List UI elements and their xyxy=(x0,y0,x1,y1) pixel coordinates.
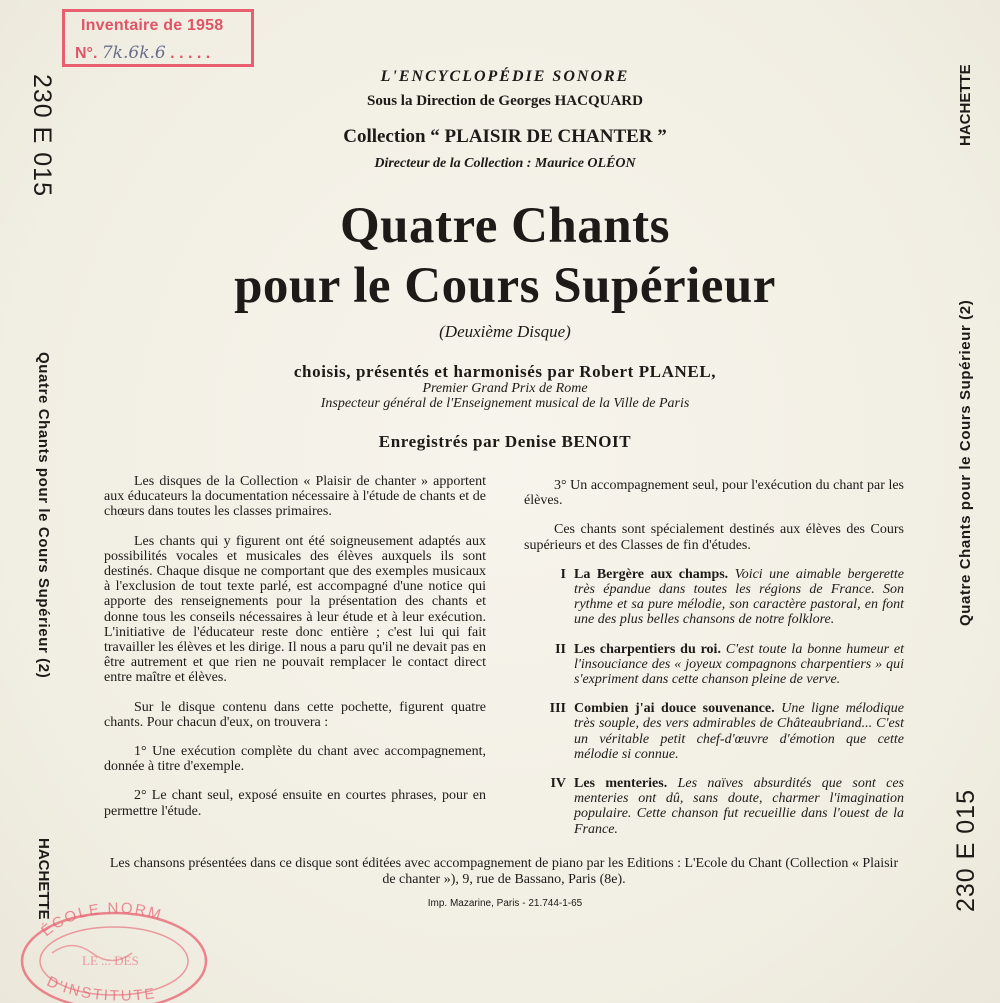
inventory-stamp xyxy=(62,9,254,67)
encyclopedia-name: L'ENCYCLOPÉDIE SONORE xyxy=(380,68,630,85)
paragraph: 2° Le chant seul, exposé ensuite en courtes phrases, pour en permettre l'étude. xyxy=(104,788,486,819)
song-description: C'est toute la bonne humeur et l'insouciance des « joyeux compagnons charpentiers » qui s'expriment dans cette chanson pleine de verve. xyxy=(574,641,905,688)
left-spine-publisher: HACHETTE xyxy=(35,838,52,920)
seal-text-middle: LE ... DES xyxy=(82,953,139,968)
stamp-handwritten-number: 7k.6k.6 xyxy=(101,43,166,63)
paragraph: Les disques de la Collection « Plaisir de chanter » apportent aux éducateurs la documentation nécessaire à l'étude de chants et de chœurs dans toutes les classes primaires. xyxy=(104,474,486,520)
song-description: Les naïves absurdités que sont ces menteries ont dû, sans doute, charmer l'imagination populaire. Cette chanson fut recueillie dans l'ouest de la France. xyxy=(574,776,904,837)
paragraph: Les chants qui y figurent ont été soigneusement adaptés aux possibilités vocales et musicales des élèves auxquels ils sont destinés. Chaque disque ne comportant que des exemples musicaux à l'exclusion de tout texte parlé, est accompagné d'une notice qui apporte des renseignements pour la présentation des chants et donne tous les conseils nécessaires à leur étude et à leur exécution. L'initiative de l'éducateur reste donc entière ; c'est lui qui fait travailler les élèves et les dirige. Il nous a paru qu'il ne devait pas en être autrement et que rien ne pouvait remplacer le contact direct entre maître et élèves. xyxy=(104,533,486,686)
song-item xyxy=(524,701,904,762)
arranger-prize: Premier Grand Prix de Rome xyxy=(422,381,588,396)
school-seal-stamp xyxy=(12,893,212,1003)
song-title: La Bergère aux champs. xyxy=(574,566,729,582)
stamp-number-prefix: N°. xyxy=(75,45,98,62)
paragraph: Sur le disque contenu dans cette pochette, figurent quatre chants. Pour chacun d'eux, on trouvera : xyxy=(104,699,486,730)
main-title-line2: pour le Cours Supérieur xyxy=(234,258,776,314)
left-spine-code: 230 E 015 xyxy=(28,74,56,197)
song-title: Combien j'ai douce souvenance. xyxy=(574,701,775,717)
song-title: Les menteries. xyxy=(574,776,668,792)
svg-text:ÉCOLE NORM xyxy=(38,900,165,940)
left-text-column xyxy=(104,474,486,833)
song-item xyxy=(524,642,904,688)
recording-credit: Enregistrés par Denise BENOIT xyxy=(378,432,632,451)
song-description: Voici une aimable bergerette très épandue dans toutes les régions de France. Son rythme et sa pure mélodie, son caractère pastoral, en font une des plus belles chansons de notre folklore. xyxy=(574,566,904,628)
seal-text-bottom: D'INSTITUTE xyxy=(44,973,158,1003)
right-text-column xyxy=(524,478,904,851)
paragraph: 3° Un accompagnement seul, pour l'exécution du chant par les élèves. xyxy=(524,478,904,509)
song-description: Une ligne mélodique très souple, des vers admirables de Châteaubriand... C'est un véritable petit chef-d'œuvre d'émotion que cette mélodie si connue. xyxy=(574,701,905,762)
left-spine-title: Quatre Chants pour le Cours Supérieur (2) xyxy=(35,352,52,679)
song-item xyxy=(524,776,904,837)
paragraph: 1° Une exécution complète du chant avec accompagnement, donnée à titre d'exemple. xyxy=(104,744,486,775)
arranger-title: Inspecteur général de l'Enseignement musical de la Ville de Paris xyxy=(320,396,690,411)
paragraph: Ces chants sont spécialement destinés aux élèves des Cours supérieurs et des Classes de fin d'études. xyxy=(524,522,904,553)
song-number: II xyxy=(555,641,566,657)
song-number: I xyxy=(560,566,566,582)
song-number: IV xyxy=(550,776,566,792)
svg-text:D'INSTITUTE xyxy=(44,973,157,1003)
song-title: Les charpentiers du roi. xyxy=(574,641,721,657)
stamp-dots: . . . . . xyxy=(170,45,211,62)
main-title-line1: Quatre Chants xyxy=(339,198,670,254)
stamp-line1: Inventaire de 1958 xyxy=(81,17,224,34)
printer-imprint: Imp. Mazarine, Paris - 21.744-1-65 xyxy=(427,898,583,909)
seal-text-top: ÉCOLE NORM xyxy=(38,899,165,940)
song-number: III xyxy=(549,701,566,717)
stamp-line2 xyxy=(75,43,210,63)
collection-name: Collection “ PLAISIR DE CHANTER ” xyxy=(343,126,667,147)
arranger-line: choisis, présentés et harmonisés par Robert PLANEL, xyxy=(293,362,717,381)
disc-subtitle: (Deuxième Disque) xyxy=(439,322,571,341)
publisher-note: Les chansons présentées dans ce disque sont éditées avec accompagnement de piano par les Editions : L'Ecole du Chant (Collection « Plaisir de chanter »), 9, rue de Bassano, Paris (8e). xyxy=(109,856,899,887)
direction-line: Sous la Direction de Georges HACQUARD xyxy=(367,93,643,109)
right-spine-code: 230 E 015 xyxy=(952,789,980,912)
song-item xyxy=(524,567,904,628)
right-spine-title: Quatre Chants pour le Cours Supérieur (2) xyxy=(957,299,974,626)
collection-director: Directeur de la Collection : Maurice OLÉON xyxy=(374,156,636,171)
right-spine-publisher: HACHETTE xyxy=(957,64,974,146)
